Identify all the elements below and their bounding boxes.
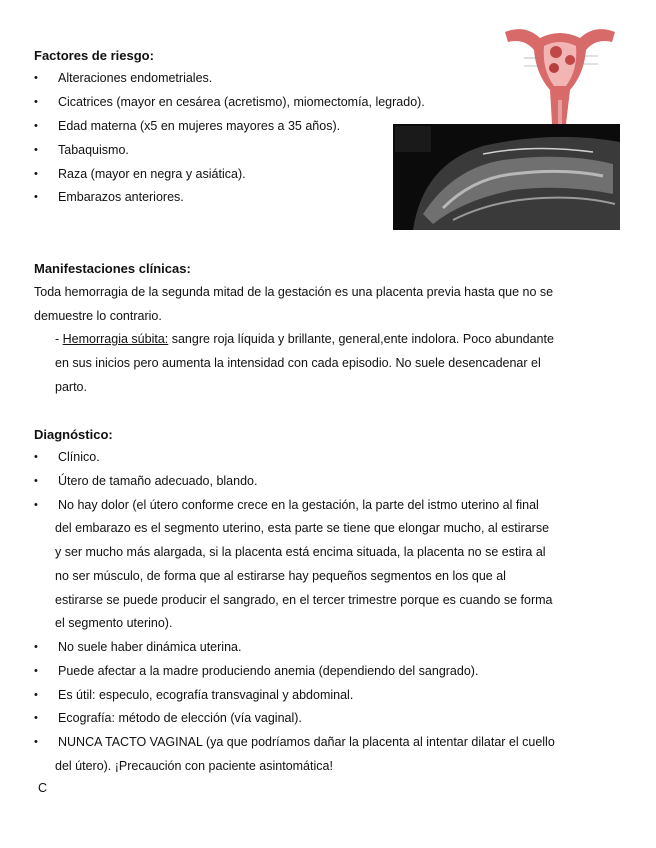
bullet: • (34, 689, 38, 701)
hemorrhage-text: en sus inicios pero aumenta la intensidad con cada episodio. No suele desencadenar el (55, 356, 541, 370)
diagnosis-item: No hay dolor (el útero conforme crece en la gestación, la parte del istmo uterino al final (58, 498, 539, 512)
bullet: • (34, 168, 38, 180)
risk-item: Embarazos anteriores. (58, 190, 184, 204)
risk-item: Tabaquismo. (58, 143, 129, 157)
bullet: • (34, 475, 38, 487)
ultrasound-image (393, 124, 620, 230)
clinical-heading: Manifestaciones clínicas: (34, 261, 191, 276)
risk-item: Raza (mayor en negra y asiática). (58, 167, 246, 181)
hemorrhage-text: sangre roja líquida y brillante, general,ente indolora. Poco abundante (168, 332, 554, 346)
diagnosis-text: del útero). ¡Precaución con paciente asintomática! (55, 759, 333, 773)
dash: - (55, 332, 63, 346)
risk-item: Alteraciones endometriales. (58, 71, 213, 85)
diagnosis-text: estirarse se puede producir el sangrado, en el tercer trimestre porque es cuando se forma (55, 593, 553, 607)
diagnosis-item: Puede afectar a la madre produciendo anemia (dependiendo del sangrado). (58, 664, 479, 678)
hemorrhage-line (55, 332, 554, 346)
diagnosis-item: Es útil: especulo, ecografía transvaginal y abdominal. (58, 688, 354, 702)
diagnosis-item: Clínico. (58, 450, 100, 464)
diagnosis-item: No suele haber dinámica uterina. (58, 640, 242, 654)
bullet: • (34, 144, 38, 156)
hemorrhage-text: parto. (55, 380, 87, 394)
bullet: • (34, 712, 38, 724)
bullet: • (34, 96, 38, 108)
bullet: • (34, 736, 38, 748)
risk-item: Edad materna (x5 en mujeres mayores a 35 años). (58, 119, 341, 133)
bullet: • (34, 191, 38, 203)
bullet: • (34, 665, 38, 677)
diagnosis-item: Útero de tamaño adecuado, blando. (58, 474, 258, 488)
clinical-text: demuestre lo contrario. (34, 309, 162, 323)
clinical-text: Toda hemorragia de la segunda mitad de la gestación es una placenta previa hasta que no se (34, 285, 554, 299)
risk-item: Cicatrices (mayor en cesárea (acretismo), miomectomía, legrado). (58, 95, 425, 109)
diagnosis-item: NUNCA TACTO VAGINAL (ya que podríamos dañar la placenta al intentar dilatar el cuello (58, 735, 555, 749)
diagnosis-text: y ser mucho más alargada, si la placenta está encima situada, la placenta no se estira al (55, 545, 546, 559)
risk-factors-heading: Factores de riesgo: (34, 48, 154, 63)
bullet: • (34, 641, 38, 653)
diagnosis-text: del embarazo es el segmento uterino, esta parte se tiene que elongar mucho, al estirarse (55, 521, 550, 535)
bullet: • (34, 120, 38, 132)
trailing-letter: C (38, 781, 48, 795)
bullet: • (34, 72, 38, 84)
diagnosis-item: Ecografía: método de elección (vía vaginal). (58, 711, 302, 725)
uterus-illustration (500, 16, 620, 124)
bullet: • (34, 499, 38, 511)
bullet: • (34, 451, 38, 463)
hemorrhage-label: Hemorragia súbita: (62, 332, 169, 346)
diagnosis-text: el segmento uterino). (55, 616, 173, 630)
diagnosis-heading: Diagnóstico: (34, 427, 113, 442)
diagnosis-text: no ser músculo, de forma que al estirarse hay pequeños segmentos en los que al (55, 569, 506, 583)
